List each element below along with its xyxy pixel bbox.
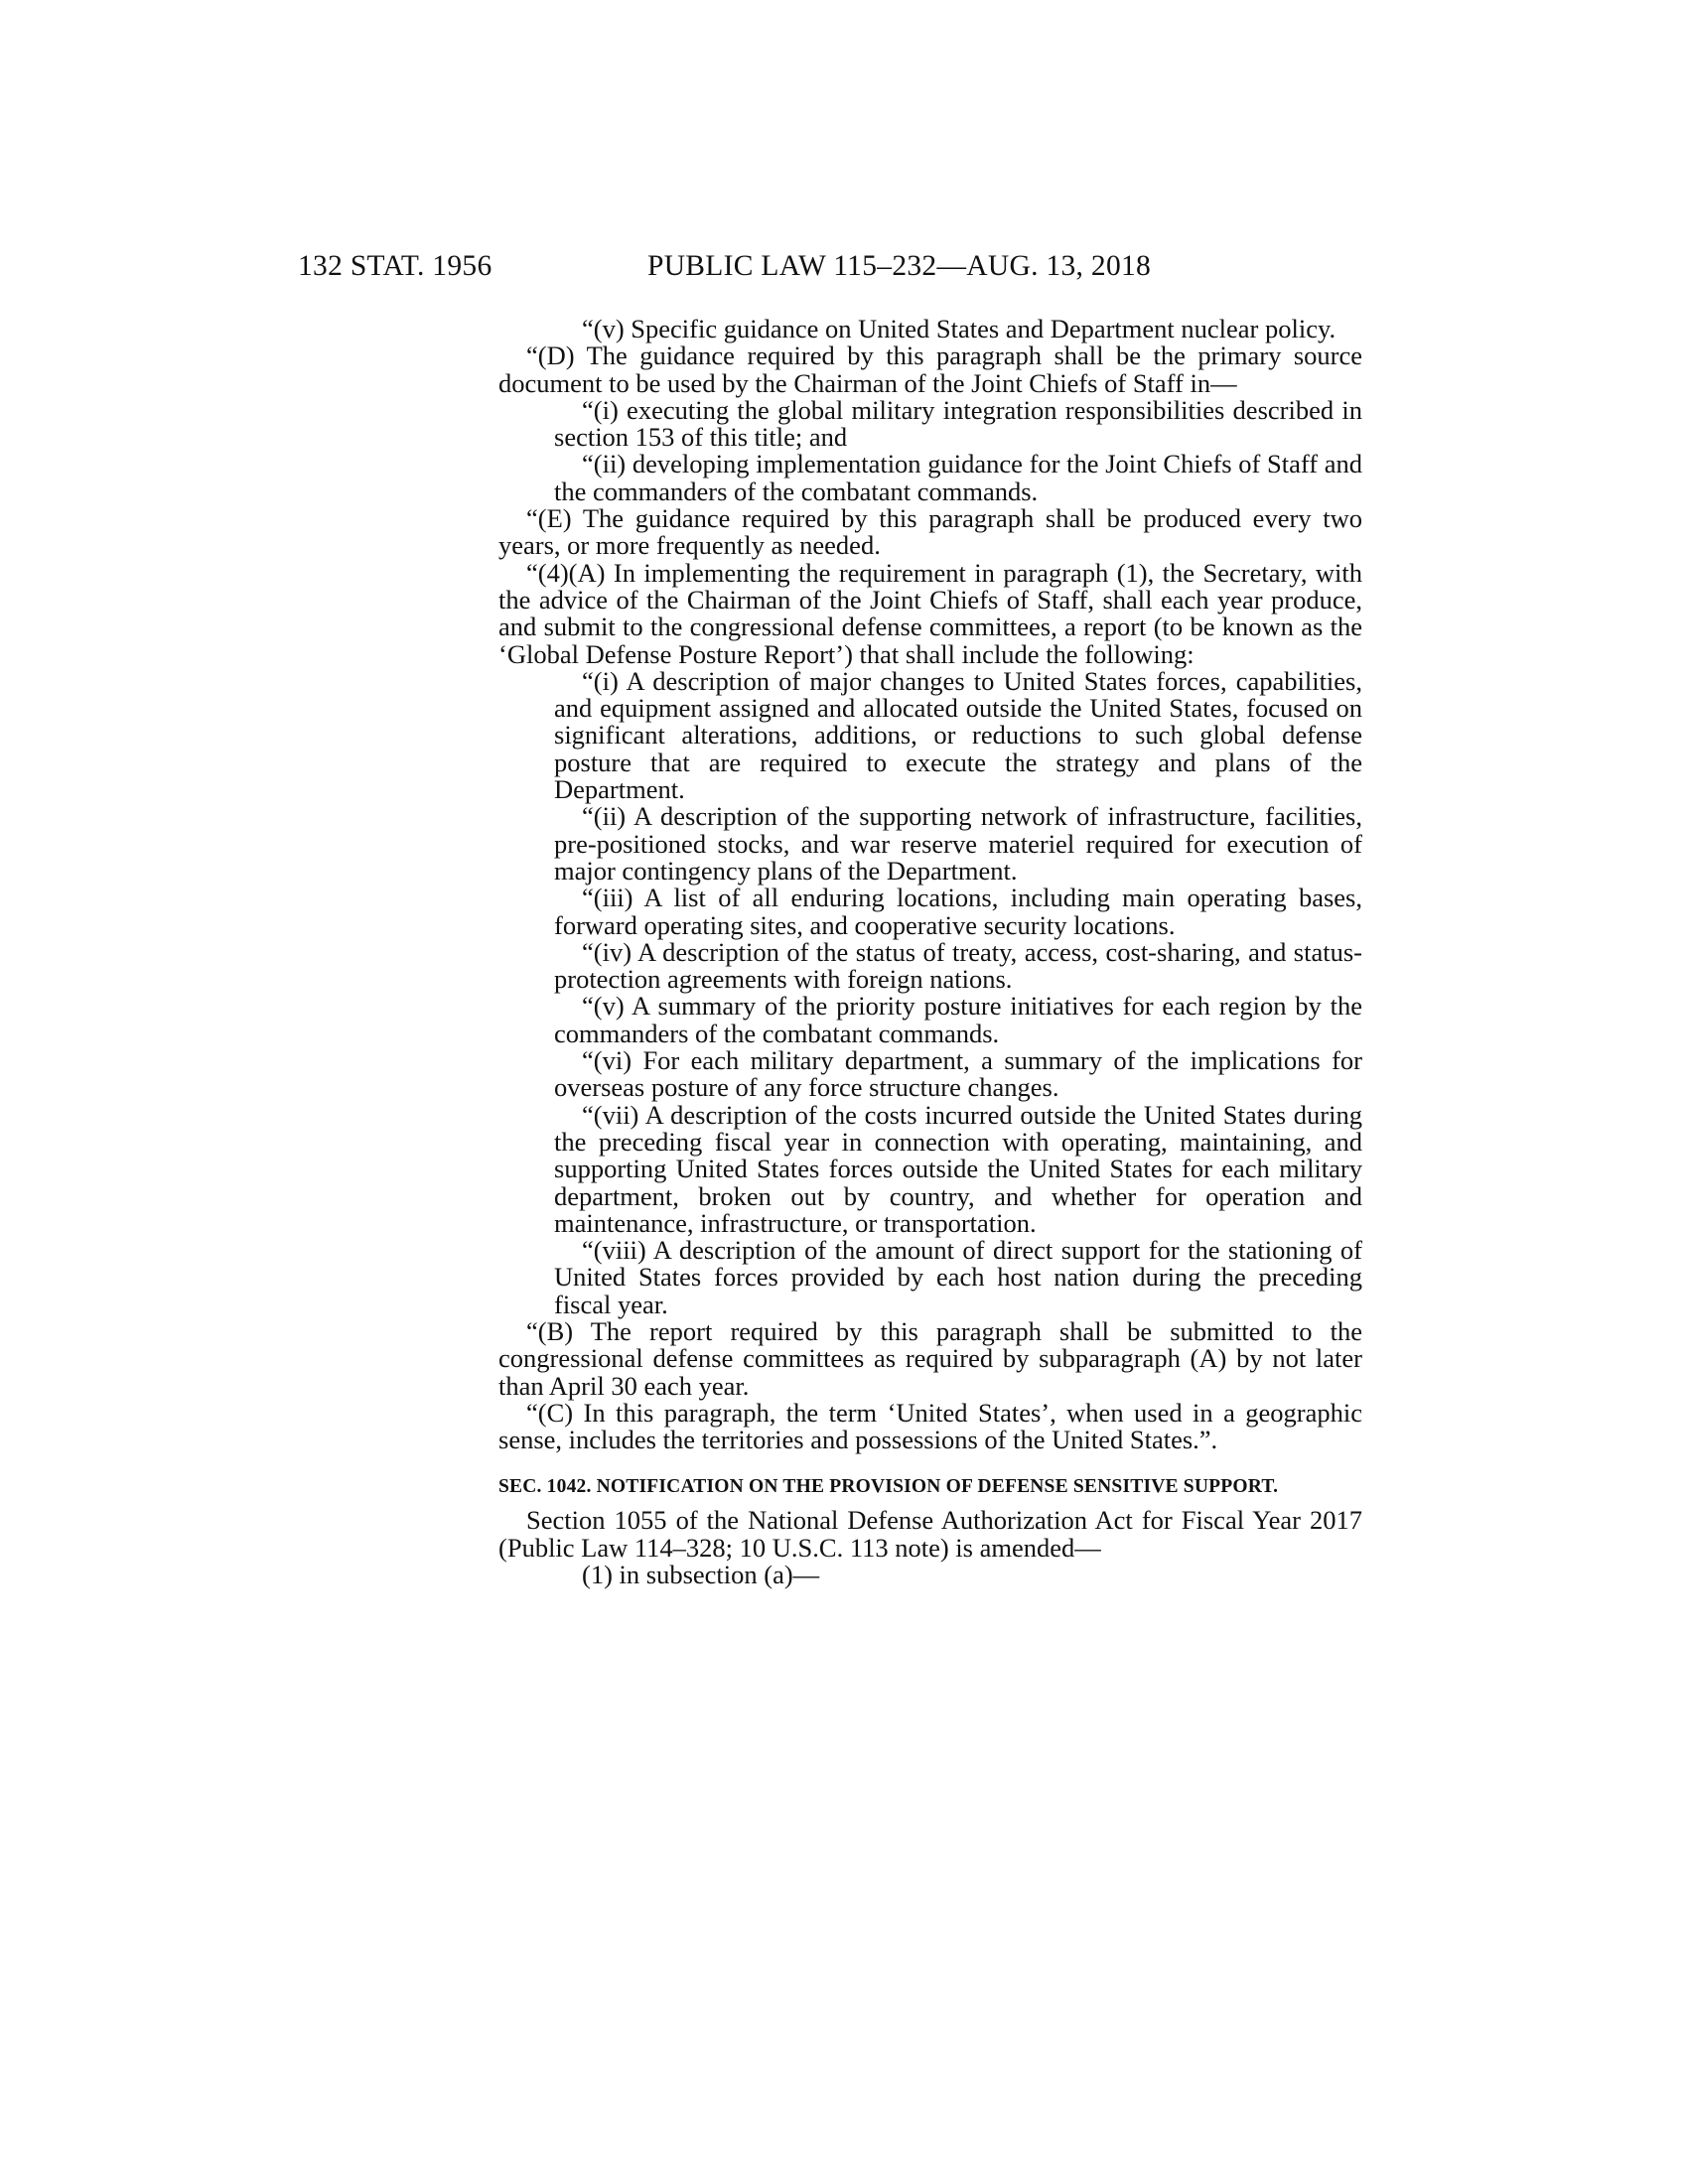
section-heading: SEC. 1042. NOTIFICATION ON THE PROVISION OF DEFENSE SENSITIVE SUPPORT. <box>498 1476 1279 1498</box>
paragraph-text: “(v) A summary of the priority posture initiatives for each region by the commanders of the combatant commands. <box>554 991 1362 1048</box>
paragraph-text: “(B) The report required by this paragraph shall be submitted to the congressional defense committees as required by subparagraph (A) by not later than April 30 each year. <box>498 1315 1362 1401</box>
paragraph-text: “(ii) A description of the supporting network of infrastructure, facilities, pre-positioned stocks, and war reserve materiel required for execution of major contingency plans of the Department. <box>554 801 1362 886</box>
paragraph-text: Section 1055 of the National Defense Authorization Act for Fiscal Year 2017 (Public Law 114–328; 10 U.S.C. 113 note) is amended— <box>498 1505 1362 1563</box>
paragraph-text: “(iii) A list of all enduring locations, including main operating bases, forward operating sites, and cooperative security locations. <box>554 883 1362 940</box>
document-body <box>498 316 1362 1588</box>
paragraph-text: “(v) Specific guidance on United States and Department nuclear policy. <box>582 314 1336 343</box>
paragraph-text: “(C) In this paragraph, the term ‘United States’, when used in a geographic sense, includes the territories and possessions of the United States.”. <box>498 1397 1362 1455</box>
paragraph-text: “(4)(A) In implementing the requirement in paragraph (1), the Secretary, with the advice of the Chairman of the Joint Chiefs of Staff, shall each year produce, and submit to the congressional defense committees, a report (to be known as the ‘Global Defense Posture Report’) that shall include the following: <box>498 557 1362 669</box>
paragraph-text: “(D) The guidance required by this paragraph shall be the primary source document to be used by the Chairman of the Joint Chiefs of Staff in— <box>498 341 1362 398</box>
paragraph-text: “(i) executing the global military integration responsibilities described in section 153 of this title; and <box>554 394 1362 453</box>
paragraph-text: (1) in subsection (a)— <box>582 1560 820 1590</box>
paragraph-text: “(E) The guidance required by this paragraph shall be produced every two years, or more frequently as needed. <box>498 503 1362 561</box>
paragraph-text: “(ii) developing implementation guidance for the Joint Chiefs of Staff and the commanders of the combatant commands. <box>554 449 1362 506</box>
paragraph-text: “(vii) A description of the costs incurred outside the United States during the preceding fiscal year in connection with operating, maintaining, and supporting United States forces outside the United States for each military department, broken out by country, and whether for operation and maintenance, infrastructure, or transportation. <box>554 1099 1362 1238</box>
paragraph-text: “(viii) A description of the amount of direct support for the stationing of United States forces provided by each host nation during the preceding fiscal year. <box>554 1235 1362 1319</box>
running-title: PUBLIC LAW 115–232—AUG. 13, 2018 <box>647 250 1152 282</box>
paragraph-text: “(iv) A description of the status of treaty, access, cost-sharing, and status-protection agreements with foreign nations. <box>554 936 1362 995</box>
paragraph-text: “(i) A description of major changes to United States forces, capabilities, and equipment assigned and allocated outside the United States, focused on significant alterations, additions, or reductions to such global defense posture that are required to execute the strategy and plans of the Department. <box>554 665 1362 805</box>
paragraph-text: “(vi) For each military department, a summary of the implications for overseas posture of any force structure changes. <box>554 1045 1362 1103</box>
statute-citation: 132 STAT. 1956 <box>298 250 492 282</box>
